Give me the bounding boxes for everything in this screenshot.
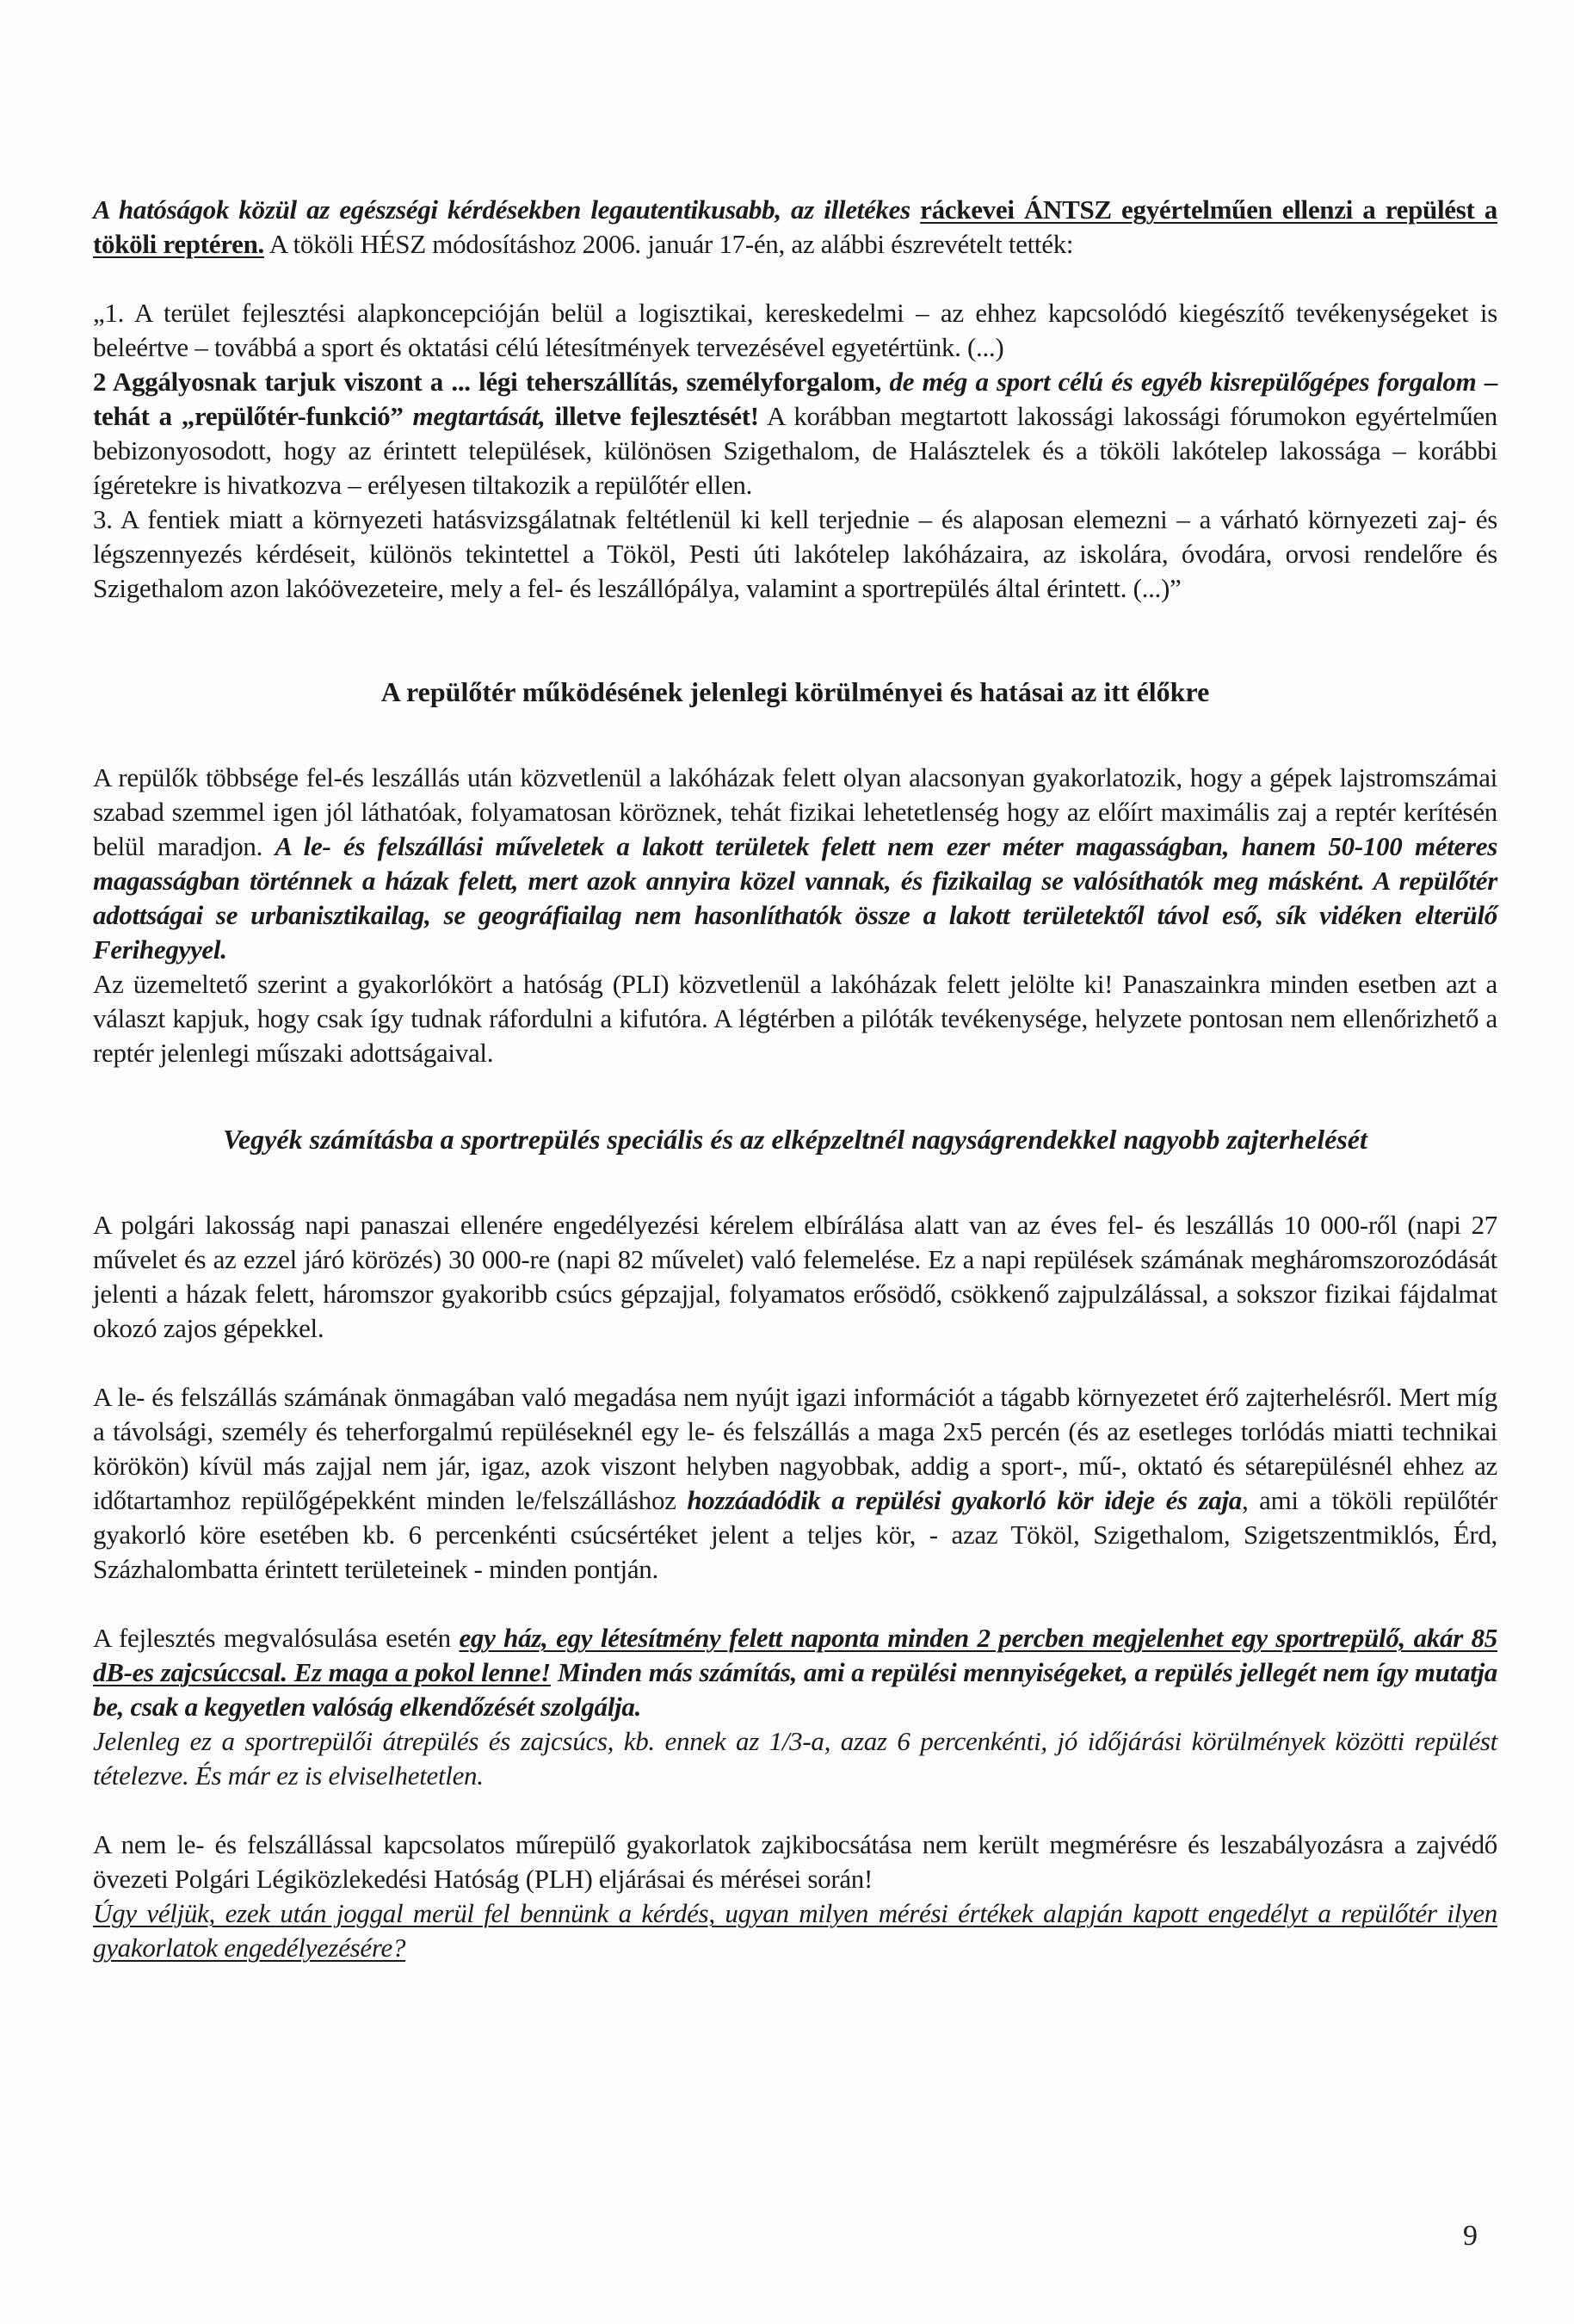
quote-item-2-italic: de még a sport célú és egyéb kisrepülőgépes forgalom xyxy=(881,367,1477,397)
section-2-paragraph-4: A nem le- és felszállással kapcsolatos műrepülő gyakorlatok zajkibocsátása nem került megmérésre és leszabályozásra a zajvédő övezeti Polgári Légiközlekedési Hatóság (PLH) eljárásai és mérései során! xyxy=(93,1829,1497,1894)
quote-item-2-bold-italic: megtartását, xyxy=(403,401,546,431)
section-2-p3-emphasis: Minden más számítás, ami a repülési mennyiségeket, a repülés jellegét nem így mutatja be, csak a kegyetlen valóság elkendőzését szolgálja. xyxy=(93,1657,1498,1722)
section-2-paragraph-3 xyxy=(93,1621,1497,1724)
intro-rest: A tököli HÉSZ módosításhoz 2006. január 17-én, az alábbi észrevételt tették: xyxy=(263,229,1074,259)
section-2-p2-after: , ami a tököli repülőtér gyakorló köre esetében kb. 6 percenkénti csúcsértéket jelent a teljes kör, - azaz Tököl, Szigethalom, Szigetszentmiklós, Érd, Százhalombatta érintett területeinek - minden pontján. xyxy=(93,1485,1498,1584)
quote-item-2 xyxy=(93,365,1497,502)
intro-paragraph xyxy=(93,193,1497,262)
section-2-p2-before: A le- és felszállás számának önmagában való megadása nem nyújt igazi információt a tágabb környezetet érő zajterhelésről. Mert míg a távolsági, személy és teherforgalmú repüléseknél egy le- és felszállás a maga 2x5 percén (és az esetleges torlódás miatti technikai körökön) kívül más zajjal nem jár, igaz, azok viszont helyben nagyobbak, addig a sport-, mű-, oktató és sétarepülésnél ehhez az időtartamhoz repülőgépekként minden le/felszálláshoz xyxy=(93,1382,1497,1515)
intro-italic-lead: A hatóságok közül az egészségi kérdésekben legautentikusabb, az illetékes xyxy=(93,194,921,225)
section-1-paragraph-2: Az üzemeltető szerint a gyakorlókört a hatóság (PLI) közvetlenül a lakóházak felett jelölte ki! Panaszainkra minden esetben azt a választ kapjuk, hogy csak így tudnak ráfordulni a kifutóra. A légtérben a pilóták tevékenysége, helyzete pontosan nem ellenőrizhető a reptér jelenlegi műszaki adottságaival. xyxy=(93,969,1497,1068)
document-body xyxy=(93,193,1497,1965)
page-number: 9 xyxy=(1463,2220,1478,2252)
section-1-p1-plain: A repülők többsége fel-és leszállás után közvetlenül a lakóházak felett olyan alacsonyan gyakorlatozik, hogy a gépek lajstromszámai szabad szemmel igen jól láthatóak, folyamatosan köröznek, tehát fizikai lehetetlenség hogy az előírt maximális zaj a reptér kerítésén belül maradjon. xyxy=(93,762,1497,861)
section-1-p1-emphasis: A le- és felszállási műveletek a lakott területek felett nem ezer méter magasságban, hanem 50-100 méteres magasságban történnek a házak felett, mert azok annyira közel vannak, és fizikailag se valósíthatók meg másként. A repülőtér adottságai se urbanisztikailag, se geográfiailag nem hasonlíthatók össze a lakott területektől távol eső, sík vidéken elterülő Ferihegyyel. xyxy=(93,831,1497,965)
intro-antsz-statement: ráckevei ÁNTSZ egyértelműen ellenzi a repülést a tököli reptéren. xyxy=(93,194,1498,259)
section-2-paragraph-1: A polgári lakosság napi panaszai ellenére engedélyezési kérelem elbírálása alatt van az éves fel- és leszállás 10 000-ről (napi 27 művelet és az ezzel járó körözés) 30 000-re (napi 82 művelet) való felemelése. Ez a napi repülések számának megháromszorozódását jelenti a házak felett, háromszor gyakoribb csúcs gépzajjal, folyamatos erősödő, csökkenő zajpulzálással, a sokszor fizikai fájdalmat okozó zajos gépekkel. xyxy=(93,1210,1497,1343)
section-2-p3-underlined: egy ház, egy létesítmény felett naponta minden 2 percben megjelenhet egy sportrepülő, akár 85 dB-es zajcsúccsal. Ez maga a pokol lenne! xyxy=(93,1623,1497,1687)
section-2-paragraph-2 xyxy=(93,1380,1497,1587)
section-2-paragraph-3-italic: Jelenleg ez a sportrepülői átrepülés és zajcsúcs, kb. ennek az 1/3-a, azaz 6 percenkénti, jó időjárási körülmények közötti repülést tételezve. És már ez is elviselhetetlen. xyxy=(93,1726,1497,1791)
quote-item-2-bold-3: illetve fejlesztését! xyxy=(545,401,759,431)
section-2-heading: Vegyék számításba a sportrepülés speciális és az elképzeltnél nagyságrendekkel nagyobb zajterhelését xyxy=(223,1124,1367,1155)
section-1-heading: A repülőtér működésének jelenlegi körülményei és hatásai az itt élőkre xyxy=(380,676,1210,707)
quote-item-1: „1. A terület fejlesztési alapkoncepcióján belül a logisztikai, kereskedelmi – az ehhez kapcsolódó kiegészítő tevékenységeket is beleértve – továbbá a sport és oktatási célú létesítmények tervezésével egyetértünk. (...) xyxy=(93,298,1497,362)
section-2-p3-plain: A fejlesztés megvalósulása esetén xyxy=(93,1623,460,1653)
section-2-p2-emphasis: hozzáadódik a repülési gyakorló kör ideje és zaja xyxy=(687,1485,1242,1515)
section-1-paragraph-1 xyxy=(93,761,1497,967)
quote-item-3: 3. A fentiek miatt a környezeti hatásvizsgálatnak feltétlenül ki kell terjednie – és alaposan elemezni – a várható környezeti zaj- és légszennyezés kérdéseit, különös tekintettel a Tököl, Pesti úti lakótelep lakóházaira, az iskolára, óvodára, orvosi rendelőre és Szigethalom azon lakóövezeteire, mely a fel- és leszállópálya, valamint a sportrepülés által érintett. (...)” xyxy=(93,504,1497,603)
quote-item-2-bold-1: 2 Aggályosnak tarjuk viszont a ... légi teherszállítás, személyforgalom, xyxy=(93,367,882,397)
quote-item-2-bold-2: – tehát a „repülőtér-funkció” xyxy=(93,367,1498,431)
section-2-closing-question: Úgy véljük, ezek után joggal merül fel bennünk a kérdés, ugyan milyen mérési értékek alapján kapott engedélyt a repülőtér ilyen gyakorlatok engedélyezésére? xyxy=(93,1898,1497,1963)
quote-item-2-rest: A korábban megtartott lakossági lakossági fórumokon egyértelműen bebizonyosodott, hogy az érintett települések, különösen Szigethalom, de Halásztelek és a tököli lakótelep lakossága – korábbi ígéretekre is hivatkozva – erélyesen tiltakozik a repülőtér ellen. xyxy=(93,401,1497,500)
